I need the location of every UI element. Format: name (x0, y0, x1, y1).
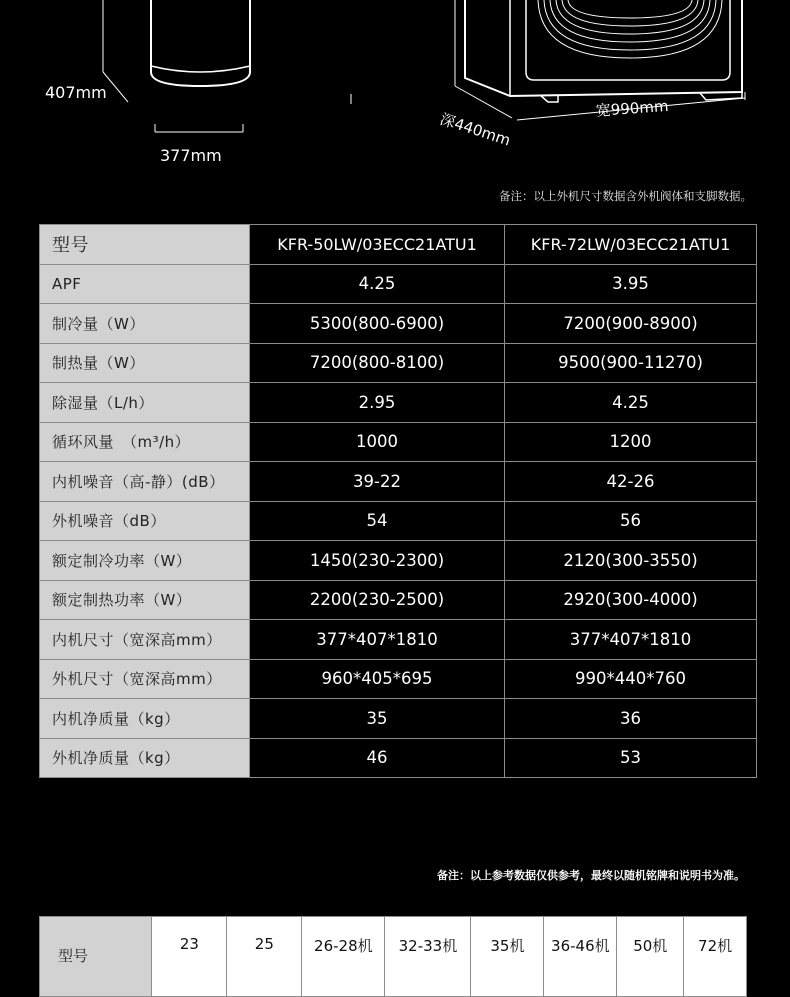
spec-row-value-1: 7200(800-8100) (250, 343, 505, 383)
spec-header-label: 型号 (40, 225, 250, 265)
indoor-width-label: 377mm (160, 146, 222, 165)
bottom-table-cell: 26-28机 (302, 917, 385, 997)
spec-row-value-2: 36 (505, 699, 757, 739)
spec-row-value-1: 2.95 (250, 383, 505, 423)
spec-row-value-1: 39-22 (250, 462, 505, 502)
spec-row-value-1: 1000 (250, 422, 505, 462)
dimension-note: 备注：以上外机尺寸数据含外机阀体和支脚数据。 (499, 189, 752, 203)
spec-row (40, 541, 757, 581)
spec-row-label: 内机净质量（kg） (40, 699, 250, 739)
reference-note: 备注：以上参考数据仅供参考，最终以随机铭牌和说明书为准。 (437, 869, 745, 882)
bottom-table-cell: 32-33机 (385, 917, 471, 997)
spec-row-value-1: 46 (250, 738, 505, 778)
spec-row (40, 304, 757, 344)
spec-row-value-1: 2200(230-2500) (250, 580, 505, 620)
indoor-depth-label: 407mm (45, 83, 107, 102)
spec-row (40, 264, 757, 304)
spec-row (40, 462, 757, 502)
bottom-table-cell: 35机 (471, 917, 544, 997)
bottom-table-row (40, 917, 747, 997)
spec-row-value-2: 56 (505, 501, 757, 541)
bottom-table-cell: 50机 (617, 917, 684, 997)
spec-row-value-2: 990*440*760 (505, 659, 757, 699)
spec-row (40, 699, 757, 739)
spec-header-row (40, 225, 757, 265)
spec-header-model-2: KFR-72LW/03ECC21ATU1 (505, 225, 757, 265)
spec-row-value-2: 2920(300-4000) (505, 580, 757, 620)
spec-table (39, 224, 757, 778)
spec-row-value-2: 4.25 (505, 383, 757, 423)
spec-row-label: 循环风量 （m³/h） (40, 422, 250, 462)
tick-mark (345, 94, 357, 106)
spec-row-label: 外机净质量（kg） (40, 738, 250, 778)
bottom-table-cell: 25 (227, 917, 302, 997)
spec-row-label: 内机噪音（高-静）(dB） (40, 462, 250, 502)
spec-row-label: 除湿量（L/h） (40, 383, 250, 423)
spec-row-value-1: 1450(230-2300) (250, 541, 505, 581)
spec-row-value-2: 42-26 (505, 462, 757, 502)
spec-row (40, 620, 757, 660)
spec-row-value-1: 960*405*695 (250, 659, 505, 699)
spec-row (40, 501, 757, 541)
spec-row (40, 659, 757, 699)
spec-row-label: APF (40, 264, 250, 304)
bottom-table-cell: 36-46机 (544, 917, 617, 997)
spec-row-value-2: 1200 (505, 422, 757, 462)
spec-row (40, 383, 757, 423)
spec-row (40, 580, 757, 620)
spec-row-value-2: 53 (505, 738, 757, 778)
outdoor-width-label: 宽990mm (595, 96, 670, 120)
spec-row-label: 外机尺寸（宽深高mm） (40, 659, 250, 699)
spec-row-value-2: 377*407*1810 (505, 620, 757, 660)
spec-row-value-2: 2120(300-3550) (505, 541, 757, 581)
spec-row-value-1: 5300(800-6900) (250, 304, 505, 344)
spec-row-label: 额定制冷功率（W） (40, 541, 250, 581)
spec-row-label: 外机噪音（dB） (40, 501, 250, 541)
spec-row-label: 额定制热功率（W） (40, 580, 250, 620)
spec-row (40, 422, 757, 462)
spec-row-label: 制冷量（W） (40, 304, 250, 344)
spec-row-label: 内机尺寸（宽深高mm） (40, 620, 250, 660)
spec-row (40, 343, 757, 383)
spec-row-value-1: 54 (250, 501, 505, 541)
spec-header-model-1: KFR-50LW/03ECC21ATU1 (250, 225, 505, 265)
spec-row-value-1: 4.25 (250, 264, 505, 304)
spec-row-value-1: 377*407*1810 (250, 620, 505, 660)
outdoor-depth-label: 深440mm (437, 109, 513, 150)
spec-row-value-1: 35 (250, 699, 505, 739)
bottom-table-cell: 72机 (684, 917, 747, 997)
spec-row-label: 制热量（W） (40, 343, 250, 383)
bottom-table-label: 型号 (40, 917, 152, 997)
spec-row-value-2: 9500(900-11270) (505, 343, 757, 383)
bottom-table-cell: 23 (152, 917, 227, 997)
spec-row-value-2: 7200(900-8900) (505, 304, 757, 344)
bottom-model-table (39, 916, 747, 997)
spec-row-value-2: 3.95 (505, 264, 757, 304)
spec-row (40, 738, 757, 778)
